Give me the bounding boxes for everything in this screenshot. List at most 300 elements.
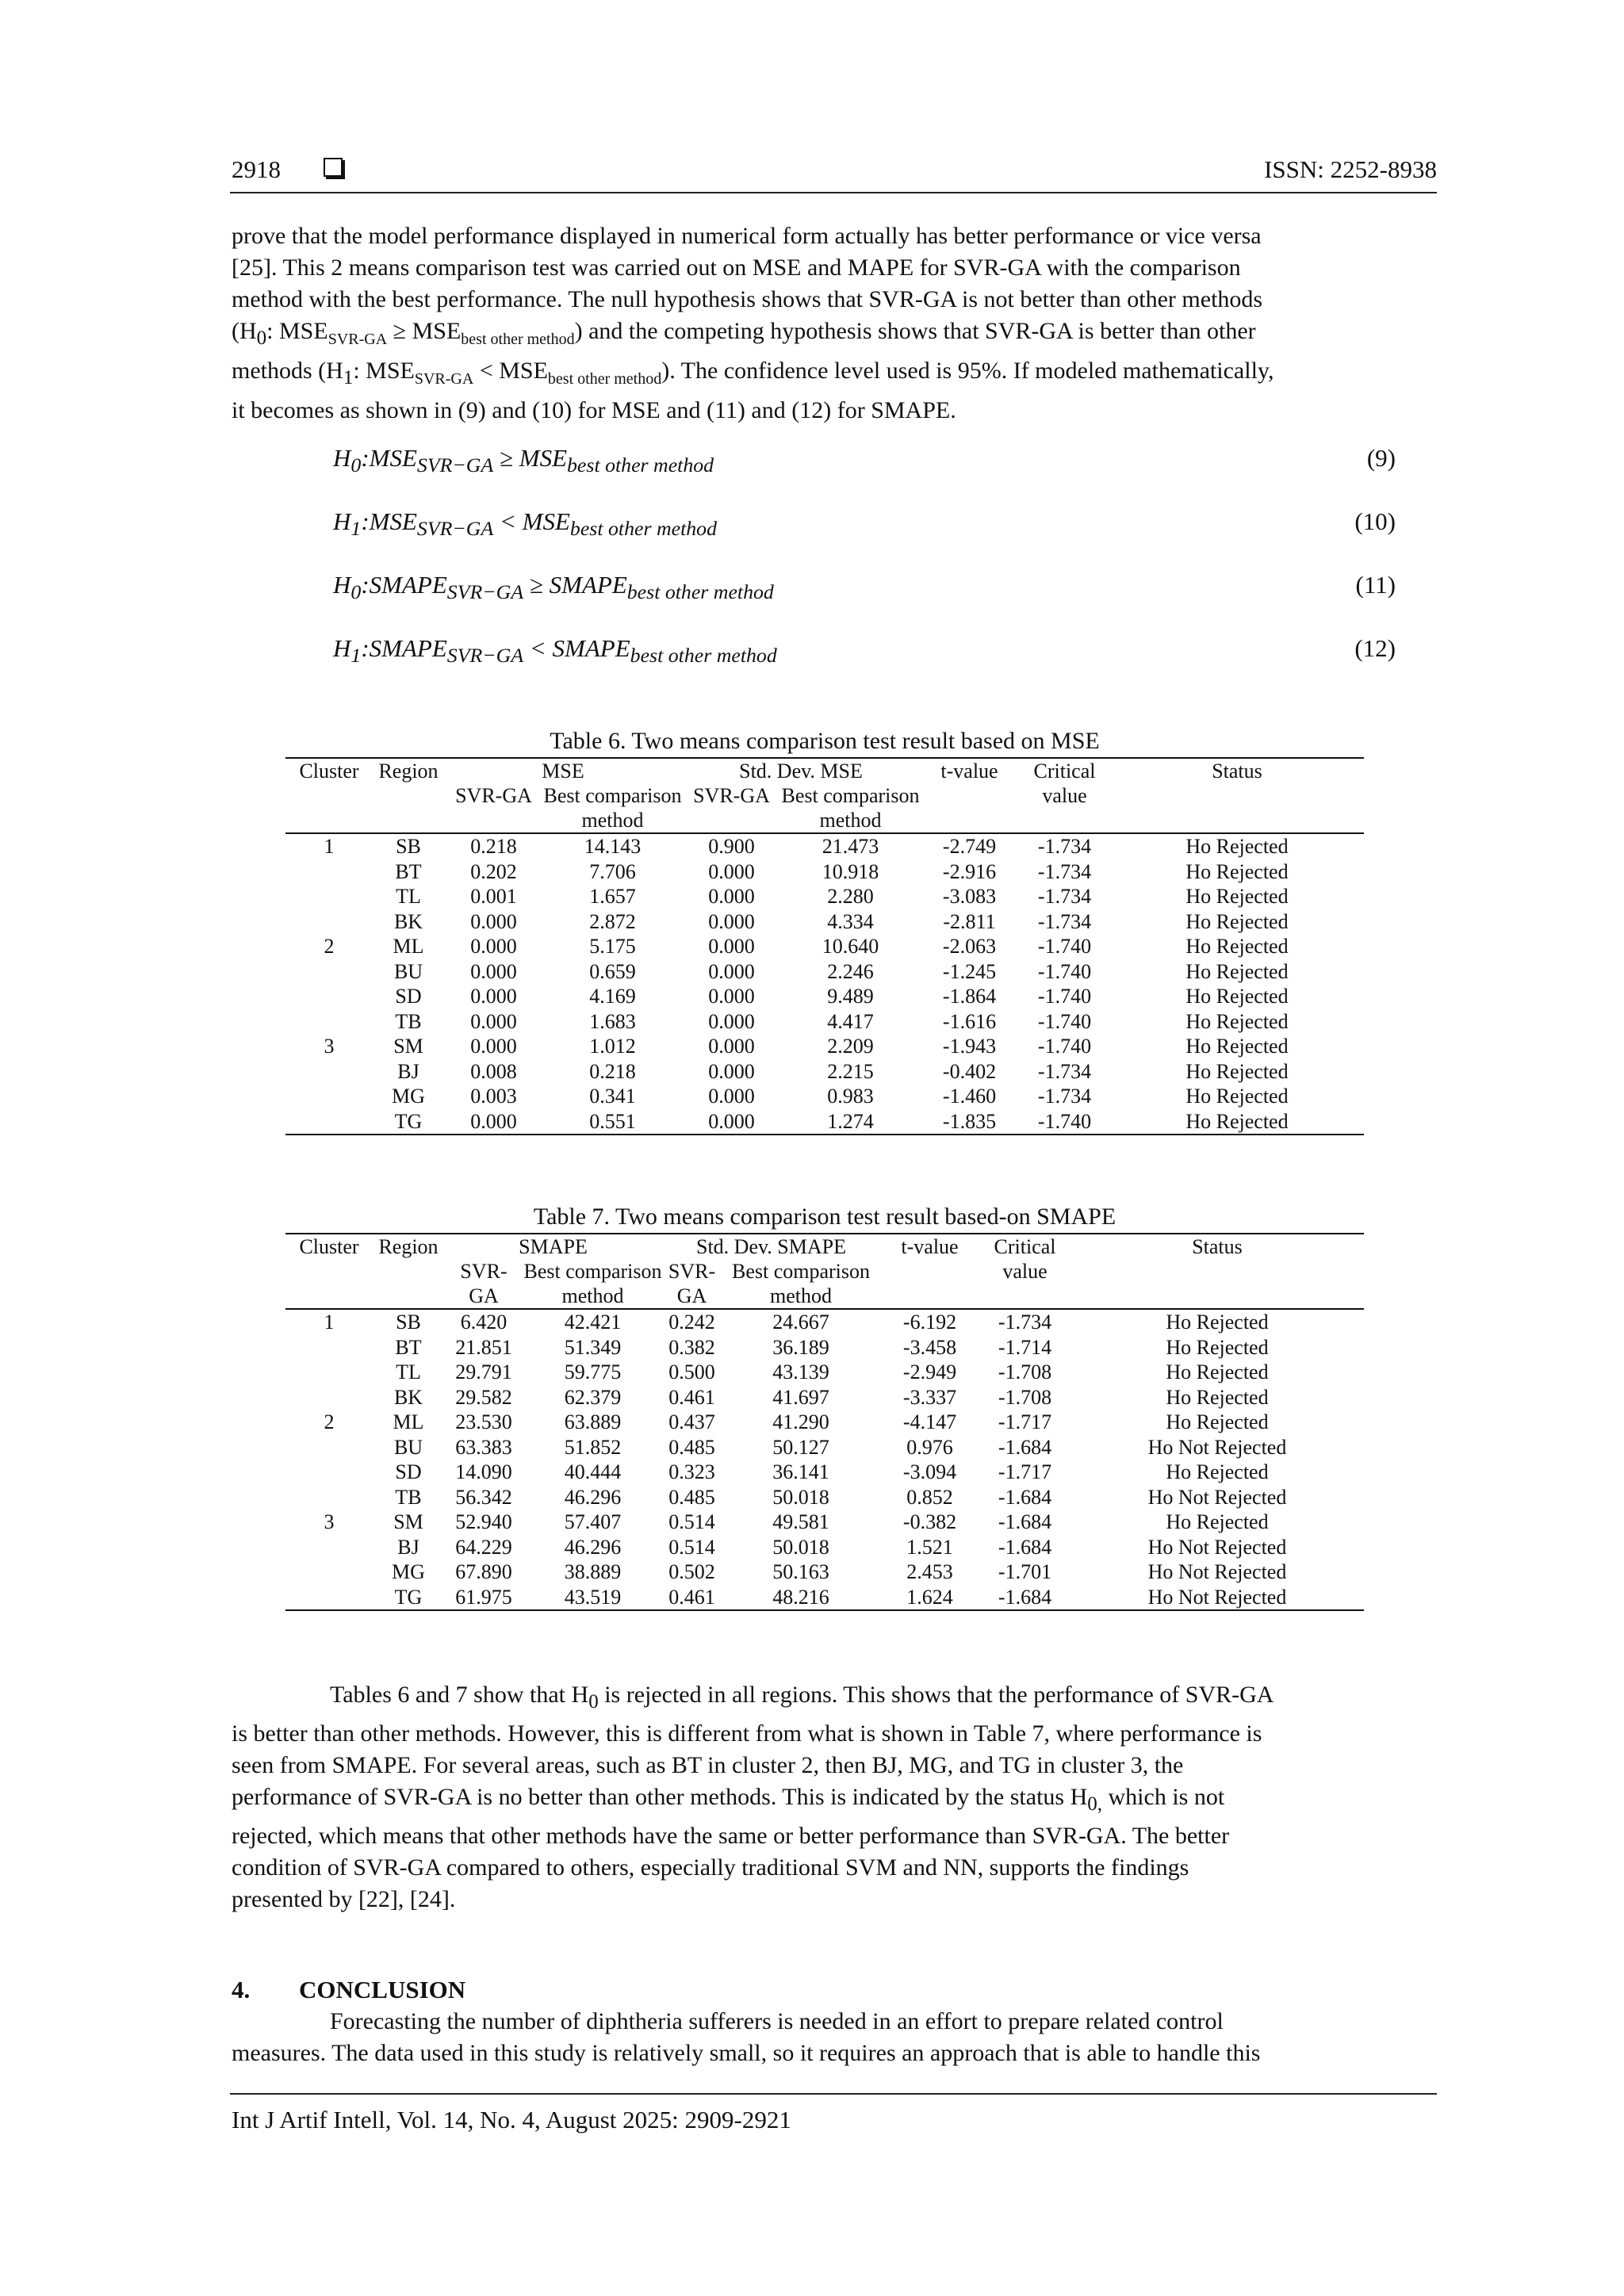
cell-region: SD [395, 1460, 422, 1484]
cell-region: TB [395, 1009, 422, 1033]
section-title: CONCLUSION [299, 1976, 466, 2003]
cell-sd-svr-ga: 0.000 [708, 985, 755, 1008]
header-critical-value: value [1019, 783, 1110, 833]
header-std-dev-smape: Std. Dev. SMAPE [662, 1234, 880, 1259]
cell-region: BT [395, 859, 422, 883]
header-status: Status [1071, 1234, 1364, 1259]
header-best-comparison: Best comparison method [543, 784, 682, 832]
cell-region: SM [393, 1510, 423, 1534]
cell-status: Ho Not Rejected [1147, 1485, 1287, 1509]
header-svr-ga: SVR-GA [444, 783, 543, 833]
cell-t-value: -2.916 [942, 859, 997, 883]
cell-cluster [285, 1335, 373, 1360]
cell-sd-best-method: 50.163 [772, 1560, 829, 1584]
cell-t-value: 1.521 [906, 1535, 953, 1559]
cell-svr-ga: 0.000 [470, 959, 517, 983]
cell-best-method: 59.775 [564, 1360, 622, 1384]
cell-best-method: 63.889 [564, 1410, 622, 1434]
cell-region: MG [392, 1560, 425, 1584]
header-best-comparison: Best comparison method [781, 784, 920, 832]
cell-sd-svr-ga: 0.000 [708, 859, 755, 883]
cell-sd-svr-ga: 0.000 [708, 909, 755, 933]
cell-t-value: -3.458 [902, 1335, 957, 1359]
cell-best-method: 2.872 [589, 909, 636, 933]
header-region: Region [373, 758, 444, 783]
cell-sd-svr-ga: 0.000 [708, 1009, 755, 1033]
cell-svr-ga: 0.003 [470, 1085, 517, 1108]
cell-t-value: -0.402 [942, 1059, 997, 1083]
header-best-comparison: Best comparison method [523, 1260, 662, 1307]
cell-status: Ho Rejected [1166, 1410, 1269, 1434]
cell-sd-svr-ga: 0.485 [668, 1435, 715, 1459]
table6 [285, 757, 1364, 1135]
cell-t-value: -1.245 [942, 959, 997, 983]
intro-line: methods ($H_1$: $MSE_{SVR-GA} < MSE_{best other method}$). The confidence level used is 95%. If modeled mathematically, [232, 358, 1274, 388]
table-row [285, 1084, 1364, 1109]
discussion-line: condition of SVR-GA compared to others, especially traditional SVM and NN, supports the findings [232, 1854, 1189, 1881]
cell-best-method: 62.379 [564, 1385, 622, 1409]
cell-t-value: -1.616 [942, 1009, 997, 1033]
cell-region: SD [395, 985, 422, 1008]
conclusion-line: Forecasting the number of diphtheria sufferers is needed in an effort to prepare related control [330, 2008, 1224, 2034]
table-row [285, 1585, 1364, 1611]
header-critical: Critical [1019, 758, 1110, 783]
cell-status: Ho Rejected [1166, 1360, 1269, 1384]
cell-svr-ga: 0.000 [470, 935, 517, 959]
cell-status: Ho Rejected [1110, 1109, 1364, 1135]
cell-svr-ga: 61.975 [444, 1585, 523, 1611]
cell-status: Ho Rejected [1166, 1510, 1269, 1534]
cell-best-method: 38.889 [564, 1560, 622, 1584]
cell-sd-svr-ga: 0.437 [668, 1410, 715, 1434]
cell-status: Ho Rejected [1185, 859, 1289, 883]
cell-sd-svr-ga: 0.000 [708, 959, 755, 983]
discussion-line: Tables 6 and 7 show that $H_0$ is rejected in all regions. This shows that the performance of SVR-GA [330, 1682, 1274, 1712]
cell-cluster [285, 1109, 373, 1135]
box-icon [324, 158, 343, 177]
cell-region: TL [396, 885, 421, 909]
table-row [285, 1410, 1364, 1435]
cell-status: Ho Rejected [1185, 1009, 1289, 1033]
table-row [285, 984, 1364, 1009]
cell-sd-svr-ga: 0.000 [708, 1035, 755, 1058]
cell-svr-ga: 29.582 [455, 1385, 512, 1409]
equation-11: $H_0:SMAPE_{SVR-GA}$ ≥ $SMAPE_{best other method}$ (11) [333, 571, 1396, 604]
cell-sd-svr-ga: 0.000 [708, 1085, 755, 1108]
cell-status: Ho Not Rejected [1071, 1585, 1364, 1611]
cell-best-method: 46.296 [564, 1485, 622, 1509]
cell-region: BU [393, 1435, 423, 1459]
cell-t-value: -4.147 [902, 1410, 957, 1434]
discussion-paragraph [232, 1679, 1435, 1915]
cell-critical-value: -1.708 [998, 1385, 1052, 1409]
page-number: 2918 [232, 155, 281, 183]
cell-cluster: 1 [324, 1311, 335, 1334]
cell-critical-value: -1.734 [1037, 1059, 1092, 1083]
cell-sd-svr-ga: 0.485 [668, 1485, 715, 1509]
table6-caption: Table 6. Two means comparison test result based on MSE [550, 728, 1100, 754]
header-t-value: t-value [920, 758, 1019, 783]
cell-sd-best-method: 10.918 [822, 859, 879, 883]
cell-sd-svr-ga: 0.000 [708, 1059, 755, 1083]
cell-sd-best-method: 50.018 [772, 1485, 829, 1509]
cell-t-value: -1.835 [920, 1109, 1019, 1135]
conclusion-line: measures. The data used in this study is relatively small, so it requires an approach that is able to handle this [232, 2040, 1261, 2066]
cell-best-method: 1.683 [589, 1009, 636, 1033]
cell-sd-svr-ga: 0.502 [668, 1560, 715, 1584]
table-row [285, 859, 1364, 885]
table-row [285, 1460, 1364, 1485]
cell-svr-ga: 0.008 [470, 1059, 517, 1083]
cell-sd-best-method: 4.417 [827, 1009, 874, 1033]
table-row [285, 959, 1364, 985]
cell-cluster: 3 [324, 1035, 335, 1058]
cell-sd-best-method: 2.215 [827, 1059, 874, 1083]
cell-svr-ga: 14.090 [455, 1460, 512, 1484]
cell-svr-ga: 0.000 [470, 1035, 517, 1058]
header-region: Region [373, 1234, 444, 1259]
cell-t-value: -3.337 [902, 1385, 957, 1409]
intro-line: it becomes as shown in (9) and (10) for MSE and (11) and (12) for SMAPE. [232, 397, 956, 423]
cell-cluster [285, 1059, 373, 1085]
equation-number: (12) [1354, 634, 1396, 662]
section-heading [232, 1976, 465, 2004]
intro-line: ($H_0$: $MSE_{SVR-GA} \ge MSE_{best other method}$) and the competing hypothesis shows that SVR-GA is better than other [232, 318, 1256, 349]
cell-region: SB [396, 1311, 421, 1334]
table-row [285, 1510, 1364, 1535]
cell-svr-ga: 0.202 [470, 859, 517, 883]
cell-sd-svr-ga: 0.900 [708, 835, 755, 859]
cell-sd-best-method: 2.280 [827, 885, 874, 909]
table-row [285, 833, 1364, 859]
cell-t-value: -2.811 [943, 909, 996, 933]
cell-svr-ga: 6.420 [460, 1311, 508, 1334]
header-cluster: Cluster [285, 758, 373, 783]
cell-cluster [285, 1485, 373, 1510]
cell-svr-ga: 0.000 [444, 1109, 543, 1135]
table-row [285, 1109, 1364, 1135]
cell-best-method: 7.706 [589, 859, 636, 883]
cell-critical-value: -1.740 [1037, 1009, 1092, 1033]
cell-cluster [285, 1360, 373, 1385]
table7 [285, 1233, 1364, 1611]
cell-critical-value: -1.740 [1037, 1035, 1092, 1058]
cell-cluster [285, 1385, 373, 1410]
discussion-line: is better than other methods. However, this is different from what is shown in Table 7, where performance is [232, 1720, 1262, 1747]
cell-status: Ho Rejected [1166, 1311, 1269, 1334]
cell-critical-value: -1.708 [998, 1360, 1052, 1384]
cell-status: Ho Not Rejected [1147, 1535, 1287, 1559]
cell-best-method: 57.407 [564, 1510, 622, 1534]
discussion-line: seen from SMAPE. For several areas, such as BT in cluster 2, then BJ, MG, and TG in cluster 3, the [232, 1752, 1184, 1778]
cell-sd-svr-ga: 0.461 [662, 1585, 722, 1611]
cell-best-method: 5.175 [589, 935, 636, 959]
issn: ISSN: 2252-8938 [1264, 155, 1437, 183]
cell-svr-ga: 29.791 [455, 1360, 512, 1384]
cell-svr-ga: 0.218 [470, 835, 517, 859]
table-row [285, 1335, 1364, 1360]
cell-sd-best-method: 48.216 [722, 1585, 880, 1611]
equation-number: (10) [1354, 507, 1396, 535]
cell-region: TL [396, 1360, 421, 1384]
discussion-line: presented by [22], [24]. [232, 1886, 456, 1912]
cell-region: BK [393, 909, 423, 933]
cell-region: ML [393, 1410, 424, 1434]
cell-sd-best-method: 2.246 [827, 959, 874, 983]
cell-best-method: 51.349 [564, 1335, 622, 1359]
cell-status: Ho Rejected [1185, 935, 1289, 959]
cell-sd-best-method: 4.334 [827, 909, 874, 933]
cell-critical-value: -1.740 [1037, 935, 1092, 959]
cell-t-value: -3.083 [942, 885, 997, 909]
equation-9: $H_0:MSE_{SVR-GA} \ge MSE_{best other method}$ (9) [333, 444, 1396, 477]
table-row [285, 1385, 1364, 1410]
cell-svr-ga: 23.530 [455, 1410, 512, 1434]
cell-best-method: 42.421 [564, 1311, 622, 1334]
header-svr-ga: SVR- GA [662, 1259, 722, 1309]
cell-critical-value: -1.701 [998, 1560, 1052, 1584]
cell-cluster [285, 984, 373, 1009]
cell-critical-value: -1.684 [998, 1535, 1052, 1559]
cell-status: Ho Rejected [1185, 885, 1289, 909]
cell-status: Ho Rejected [1185, 959, 1289, 983]
cell-sd-best-method: 10.640 [822, 935, 879, 959]
cell-best-method: 1.657 [589, 885, 636, 909]
section-number: 4. [232, 1976, 251, 2003]
table7-caption: Table 7. Two means comparison test result based-on SMAPE [533, 1203, 1116, 1230]
cell-sd-svr-ga: 0.323 [668, 1460, 715, 1484]
cell-svr-ga: 56.342 [455, 1485, 512, 1509]
cell-region: BT [395, 1335, 422, 1359]
cell-sd-svr-ga: 0.514 [668, 1510, 715, 1534]
cell-status: Ho Rejected [1166, 1335, 1269, 1359]
cell-best-method: 40.444 [564, 1460, 622, 1484]
cell-svr-ga: 64.229 [455, 1535, 512, 1559]
cell-critical-value: -1.684 [998, 1510, 1052, 1534]
conclusion-paragraph [232, 2006, 1435, 2069]
header-status: Status [1110, 758, 1364, 783]
cell-svr-ga: 52.940 [455, 1510, 512, 1534]
cell-best-method: 0.218 [589, 1059, 636, 1083]
cell-t-value: -6.192 [902, 1311, 957, 1334]
header-critical: Critical [979, 1234, 1071, 1259]
cell-t-value: -2.749 [942, 835, 997, 859]
cell-region: SB [396, 835, 421, 859]
cell-cluster: 3 [324, 1510, 335, 1534]
intro-line: [25]. This 2 means comparison test was carried out on MSE and MAPE for SVR-GA with the comparison [232, 254, 1241, 281]
cell-critical-value: -1.734 [1037, 909, 1092, 933]
cell-best-method: 46.296 [564, 1535, 622, 1559]
equation-number: (11) [1355, 571, 1396, 599]
cell-status: Ho Rejected [1185, 1059, 1289, 1083]
header-t-value: t-value [880, 1234, 979, 1259]
cell-t-value: -1.460 [942, 1085, 997, 1108]
cell-cluster [285, 909, 373, 935]
cell-sd-svr-ga: 0.000 [682, 1109, 781, 1135]
cell-cluster [285, 1084, 373, 1109]
cell-region: TG [373, 1585, 444, 1611]
cell-status: Ho Rejected [1185, 1085, 1289, 1108]
cell-sd-best-method: 24.667 [772, 1311, 829, 1334]
cell-svr-ga: 21.851 [455, 1335, 512, 1359]
footer-citation: Int J Artif Intell, Vol. 14, No. 4, August 2025: 2909-2921 [232, 2106, 791, 2133]
cell-t-value: -1.943 [942, 1035, 997, 1058]
cell-critical-value: -1.734 [1037, 859, 1092, 883]
cell-region: BJ [397, 1535, 419, 1559]
intro-line: method with the best performance. The null hypothesis shows that SVR-GA is not better than other methods [232, 286, 1263, 312]
cell-sd-best-method: 36.141 [772, 1460, 829, 1484]
intro-line: prove that the model performance displayed in numerical form actually has better performance or vice versa [232, 223, 1262, 249]
cell-sd-best-method: 50.018 [772, 1535, 829, 1559]
table-row [285, 1009, 1364, 1035]
cell-status: Ho Rejected [1185, 909, 1289, 933]
cell-critical-value: -1.740 [1037, 959, 1092, 983]
cell-status: Ho Rejected [1166, 1385, 1269, 1409]
cell-critical-value: -1.684 [998, 1485, 1052, 1509]
cell-best-method: 0.551 [543, 1109, 682, 1135]
cell-svr-ga: 0.000 [470, 985, 517, 1008]
cell-region: MG [392, 1085, 425, 1108]
cell-svr-ga: 0.000 [470, 909, 517, 933]
cell-region: TB [395, 1485, 422, 1509]
header-mse: MSE [444, 758, 682, 783]
cell-svr-ga: 63.383 [455, 1435, 512, 1459]
cell-critical-value: -1.684 [979, 1585, 1071, 1611]
cell-t-value: 0.852 [906, 1485, 953, 1509]
cell-region: BU [393, 959, 423, 983]
table-row [285, 1360, 1364, 1385]
cell-critical-value: -1.734 [998, 1311, 1052, 1334]
cell-region: ML [393, 935, 424, 959]
cell-cluster: 2 [324, 1410, 335, 1434]
header-svr-ga: SVR- GA [444, 1259, 523, 1309]
cell-critical-value: -1.734 [1037, 1085, 1092, 1108]
intro-paragraph [232, 220, 1435, 427]
cell-cluster [285, 1535, 373, 1560]
cell-critical-value: -1.684 [998, 1435, 1052, 1459]
table-row [285, 934, 1364, 959]
discussion-line: performance of SVR-GA is no better than other methods. This is indicated by the status $H_{0,}$ which is not [232, 1784, 1225, 1815]
cell-t-value: -3.094 [902, 1460, 957, 1484]
table-row [285, 1559, 1364, 1585]
header-svr-ga: SVR-GA [682, 783, 781, 833]
cell-best-method: 4.169 [589, 985, 636, 1008]
cell-t-value: -2.063 [942, 935, 997, 959]
table-row [285, 909, 1364, 935]
cell-critical-value: -1.740 [1037, 985, 1092, 1008]
cell-status: Ho Not Rejected [1147, 1435, 1287, 1459]
cell-sd-best-method: 43.139 [772, 1360, 829, 1384]
cell-sd-best-method: 41.290 [772, 1410, 829, 1434]
cell-sd-svr-ga: 0.461 [668, 1385, 715, 1409]
cell-region: SM [393, 1035, 423, 1058]
cell-region: BK [393, 1385, 423, 1409]
table-row [285, 1059, 1364, 1085]
table-row [285, 1309, 1364, 1335]
cell-sd-best-method: 49.581 [772, 1510, 829, 1534]
cell-critical-value: -1.740 [1019, 1109, 1110, 1135]
cell-cluster [285, 1009, 373, 1035]
cell-status: Ho Rejected [1185, 1035, 1289, 1058]
cell-svr-ga: 0.001 [470, 885, 517, 909]
cell-cluster: 2 [324, 935, 335, 959]
cell-critical-value: -1.714 [998, 1335, 1052, 1359]
cell-t-value: -0.382 [902, 1510, 957, 1534]
cell-best-method: 51.852 [564, 1435, 622, 1459]
cell-sd-best-method: 21.473 [822, 835, 879, 859]
cell-cluster [285, 1460, 373, 1485]
footer-rule [230, 2093, 1437, 2095]
cell-critical-value: -1.717 [998, 1460, 1052, 1484]
cell-best-method: 1.012 [589, 1035, 636, 1058]
cell-sd-best-method: 41.697 [772, 1385, 829, 1409]
cell-cluster [285, 959, 373, 985]
cell-cluster [285, 884, 373, 909]
cell-cluster [285, 859, 373, 885]
table-row [285, 1034, 1364, 1059]
cell-sd-svr-ga: 0.382 [668, 1335, 715, 1359]
cell-cluster [285, 1585, 373, 1611]
cell-sd-best-method: 50.127 [772, 1435, 829, 1459]
equation-number: (9) [1366, 444, 1396, 472]
header-smape: SMAPE [444, 1234, 662, 1259]
cell-t-value: 1.624 [880, 1585, 979, 1611]
cell-sd-best-method: 36.189 [772, 1335, 829, 1359]
cell-status: Ho Rejected [1166, 1460, 1269, 1484]
equation-12: $H_1:SMAPE_{SVR-GA}$ < $SMAPE_{best other method}$ (12) [333, 634, 1396, 668]
header-cluster: Cluster [285, 1234, 373, 1259]
cell-sd-svr-ga: 0.242 [668, 1311, 715, 1334]
cell-critical-value: -1.734 [1037, 835, 1092, 859]
discussion-line: rejected, which means that other methods have the same or better performance than SVR-GA. The better [232, 1823, 1230, 1849]
cell-cluster: 1 [324, 835, 335, 859]
cell-sd-best-method: 2.209 [827, 1035, 874, 1058]
table-row [285, 1435, 1364, 1460]
cell-t-value: 2.453 [906, 1560, 953, 1584]
cell-t-value: 0.976 [906, 1435, 953, 1459]
cell-sd-best-method: 9.489 [827, 985, 874, 1008]
cell-best-method: 14.143 [584, 835, 642, 859]
cell-t-value: -2.949 [902, 1360, 957, 1384]
cell-cluster [285, 1559, 373, 1585]
cell-sd-best-method: 1.274 [781, 1109, 920, 1135]
cell-best-method: 43.519 [523, 1585, 662, 1611]
cell-svr-ga: 0.000 [470, 1009, 517, 1033]
cell-region: TG [373, 1109, 444, 1135]
header-std-dev-mse: Std. Dev. MSE [682, 758, 920, 783]
cell-status: Ho Rejected [1185, 835, 1289, 859]
cell-critical-value: -1.734 [1037, 885, 1092, 909]
cell-sd-svr-ga: 0.514 [668, 1535, 715, 1559]
header-rule [230, 192, 1437, 193]
cell-sd-svr-ga: 0.000 [708, 885, 755, 909]
cell-sd-svr-ga: 0.500 [668, 1360, 715, 1384]
cell-sd-svr-ga: 0.000 [708, 935, 755, 959]
table-row [285, 884, 1364, 909]
table-row [285, 1535, 1364, 1560]
cell-svr-ga: 67.890 [455, 1560, 512, 1584]
equation-10: $H_1:MSE_{SVR-GA} < MSE_{best other method}$ (10) [333, 507, 1396, 541]
header-critical-value: value [979, 1259, 1071, 1309]
cell-critical-value: -1.717 [998, 1410, 1052, 1434]
cell-best-method: 0.659 [589, 959, 636, 983]
table-row [285, 1485, 1364, 1510]
header-best-comparison: Best comparison method [722, 1259, 880, 1309]
cell-sd-best-method: 0.983 [827, 1085, 874, 1108]
cell-cluster [285, 1435, 373, 1460]
cell-region: BJ [397, 1059, 419, 1083]
cell-status: Ho Rejected [1185, 985, 1289, 1008]
